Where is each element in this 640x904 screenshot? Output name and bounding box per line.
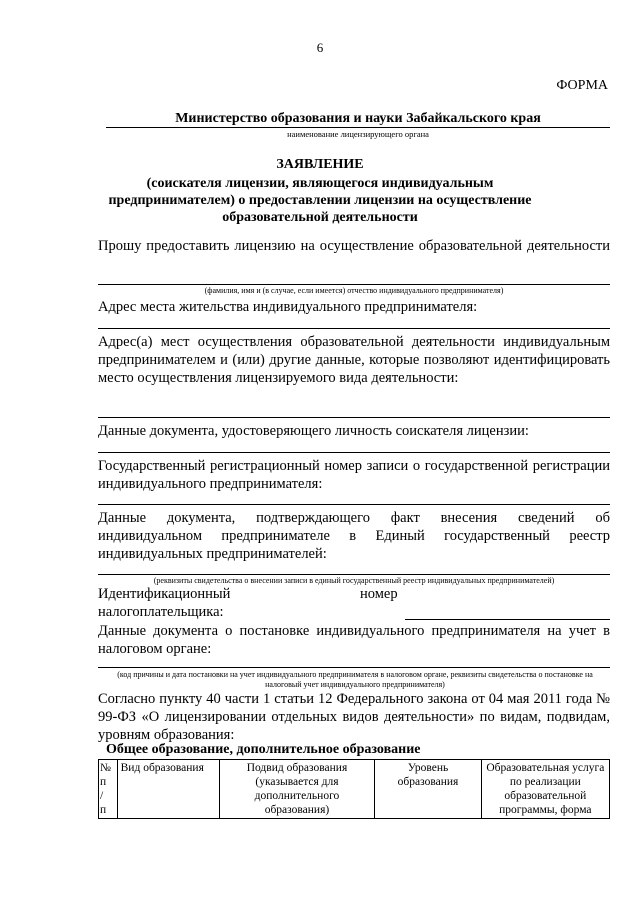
document-subtitle: (соискателя лицензии, являющегося индивидуальным предпринимателем) о предоставлении лицензии на осуществление образовательной деятельности — [108, 176, 532, 225]
addresses-line[interactable] — [98, 417, 610, 418]
egrip-doc-label: Данные документа, подтверждающего факт внесения сведений об индивидуальном предпринимателе в Единый государственный реестр индивидуальных предпринимателей: — [98, 510, 610, 562]
inn-label-part3: налогоплательщика: — [98, 604, 224, 620]
table-header-subkind: Подвид образования (указывается для дополнительного образования) — [219, 760, 375, 819]
residence-label: Адрес места жительства индивидуального предпринимателя: — [98, 299, 478, 315]
tax-doc-line[interactable] — [98, 667, 610, 668]
tax-doc-label: Данные документа о постановке индивидуального предпринимателя на учет в налоговом органе: — [98, 623, 610, 657]
form-label: ФОРМА — [556, 78, 608, 93]
tax-caption: (код причины и дата постановки на учет индивидуального предпринимателя в налоговом органе, реквизиты свидетельства о постановке на налоговый учет индивидуального предпринимателя) — [117, 670, 593, 689]
page-number: 6 — [316, 40, 324, 55]
licensing-organ-name: Министерство образования и науки Забайкальского края — [175, 111, 541, 126]
section-heading: Общее образование, дополнительное образование — [106, 742, 421, 757]
inn-line[interactable] — [405, 619, 610, 620]
document-title: ЗАЯВЛЕНИЕ — [276, 157, 364, 172]
registration-number-line[interactable] — [98, 504, 610, 505]
organ-caption: наименование лицензирующего органа — [287, 129, 429, 139]
identity-doc-label: Данные документа, удостоверяющего личность соискателя лицензии: — [98, 423, 529, 439]
table-header-service: Образовательная услуга по реализации образовательной программы, форма — [481, 760, 609, 819]
education-table — [98, 759, 610, 819]
table-header-number: № п / п — [99, 760, 118, 819]
addresses-label: Адрес(а) мест осуществления образовательной деятельности индивидуальным предпринимателем и (или) другие данные, которые позволяют идентифицировать место осуществления лицензируемого вида деятельности: — [98, 334, 610, 386]
inn-label-part2: номер — [360, 586, 398, 602]
fio-line[interactable] — [98, 284, 610, 285]
fio-caption: (фамилия, имя и (в случае, если имеется) отчество индивидуального предпринимателя) — [204, 286, 504, 295]
request-text: Прошу предоставить лицензию на осуществление образовательной деятельности — [98, 238, 610, 254]
residence-line[interactable] — [98, 328, 610, 329]
table-header-level: Уровень образования — [375, 760, 481, 819]
identity-doc-line[interactable] — [98, 452, 610, 453]
organ-underline — [106, 127, 610, 128]
table-header-kind: Вид образования — [117, 760, 219, 819]
inn-label-part1: Идентификационный — [98, 586, 231, 602]
egrip-doc-line[interactable] — [98, 574, 610, 575]
registration-number-label: Государственный регистрационный номер записи о государственной регистрации индивидуального предпринимателя: — [98, 458, 610, 492]
table-header-row — [99, 760, 610, 819]
law-reference-text: Согласно пункту 40 части 1 статьи 12 Федерального закона от 04 мая 2011 года № 99-ФЗ «О лицензировании отдельных видов деятельности» по видам, подвидам, уровням образования: — [98, 691, 610, 743]
egrip-caption: (реквизиты свидетельства о внесении записи в единый государственный реестр индивидуальных предпринимателей) — [153, 576, 555, 585]
